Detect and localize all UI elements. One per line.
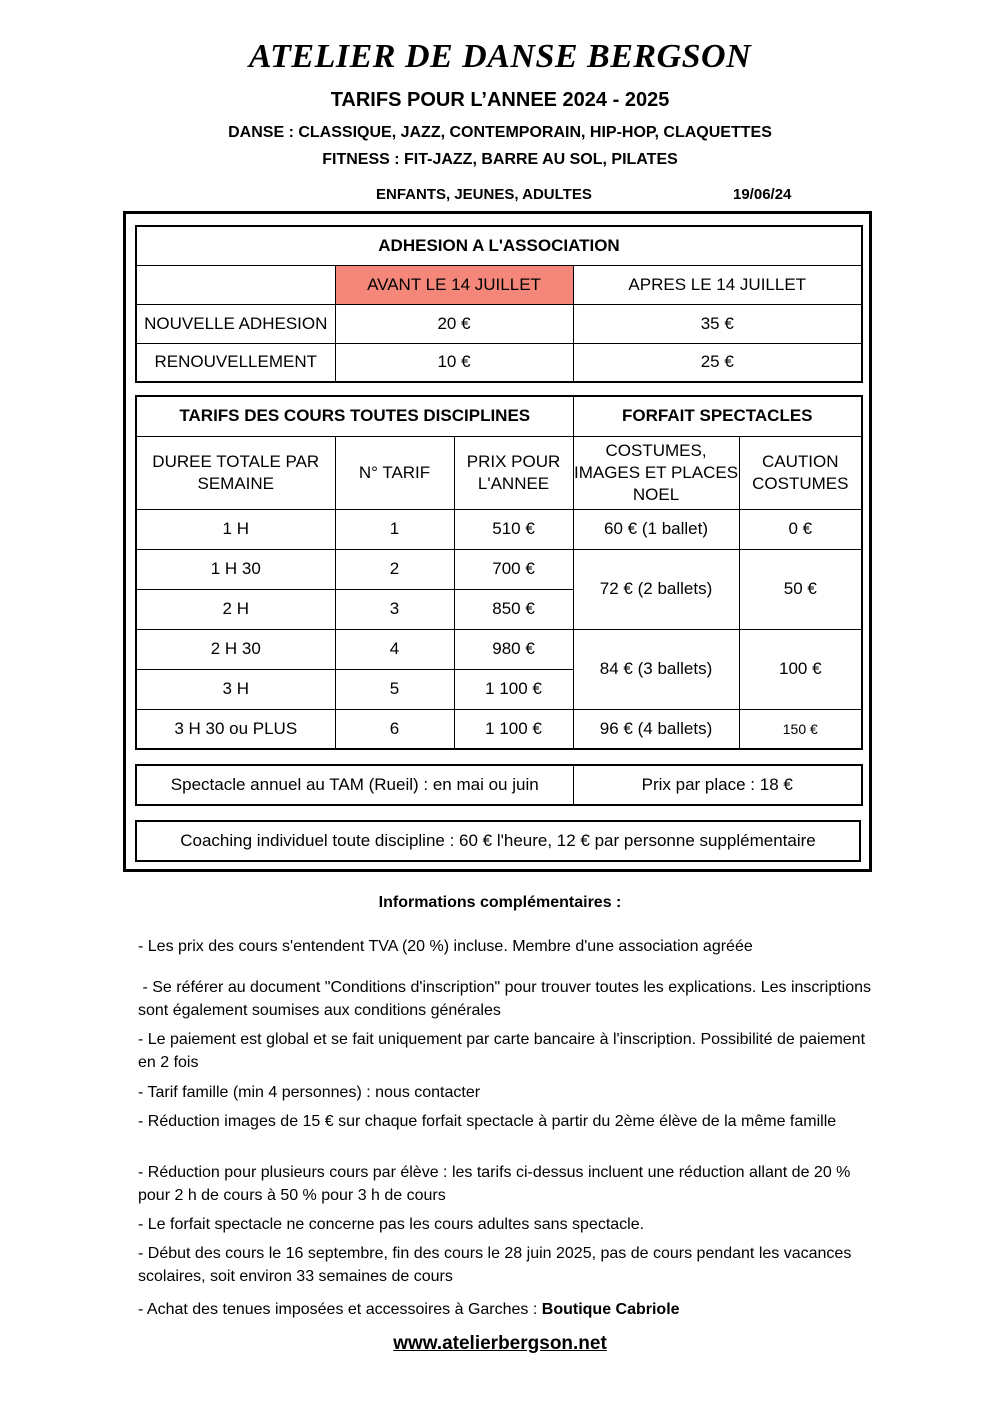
- info-note: - Réduction pour plusieurs cours par élève : les tarifs ci-dessus incluent une réduction allant de 20 % pour 2 h de cours à 50 % pour 3 h de cours: [138, 1164, 851, 1204]
- caution-cell: 50 €: [739, 549, 862, 629]
- costumes-cell: 72 € (2 ballets): [573, 549, 739, 629]
- adhesion-empty-cell: [136, 265, 335, 304]
- info-note: - Le paiement est global et se fait uniquement par carte bancaire à l'inscription. Possibilité de paiement en 2 fois: [138, 1031, 866, 1071]
- coaching-text: Coaching individuel toute discipline : 60 € l'heure, 12 € par personne supplémentaire: [136, 821, 860, 861]
- col-after-july: APRES LE 14 JUILLET: [573, 265, 862, 304]
- col-duration: DUREE TOTALE PAR SEMAINE: [136, 436, 335, 509]
- duration-cell: 1 H: [136, 509, 335, 549]
- caution-cell: 150 €: [739, 709, 862, 749]
- tarif-cell: 1: [335, 509, 454, 549]
- website-link[interactable]: www.atelierbergson.net: [393, 1333, 607, 1354]
- tarif-cell: 5: [335, 669, 454, 709]
- duration-cell: 1 H 30: [136, 549, 335, 589]
- info-note: - Tarif famille (min 4 personnes) : nous contacter: [138, 1084, 481, 1101]
- info-note: - Les prix des cours s'entendent TVA (20 %) incluse. Membre d'une association agréée: [138, 938, 753, 955]
- duration-cell: 2 H 30: [136, 629, 335, 669]
- price-cell: 1 100 €: [454, 669, 573, 709]
- duration-cell: 2 H: [136, 589, 335, 629]
- fitness-disciplines: FITNESS : FIT-JAZZ, BARRE AU SOL, PILATES: [322, 151, 678, 168]
- spectacle-table: [135, 764, 863, 806]
- table-row: [136, 549, 862, 589]
- page-subtitle: TARIFS POUR L’ANNEE 2024 - 2025: [330, 89, 670, 111]
- costumes-cell: 96 € (4 ballets): [573, 709, 739, 749]
- price-after: 25 €: [573, 343, 862, 382]
- price-cell: 850 €: [454, 589, 573, 629]
- tarif-cell: 6: [335, 709, 454, 749]
- row-label: NOUVELLE ADHESION: [136, 304, 335, 343]
- col-costumes: COSTUMES, IMAGES ET PLACES NOEL: [573, 436, 739, 509]
- spectacle-label: Spectacle annuel au TAM (Rueil) : en mai ou juin: [136, 765, 573, 805]
- price-cell: 980 €: [454, 629, 573, 669]
- adhesion-table: [135, 225, 863, 383]
- info-note: - Le forfait spectacle ne concerne pas les cours adultes sans spectacle.: [138, 1216, 645, 1233]
- info-note: - Début des cours le 16 septembre, fin des cours le 28 juin 2025, pas de cours pendant les vacances scolaires, soit environ 33 semaines de cours: [138, 1245, 852, 1285]
- coaching-table: [135, 820, 861, 862]
- col-price: PRIX POUR L'ANNEE: [454, 436, 573, 509]
- table-row: [136, 509, 862, 549]
- col-before-july: AVANT LE 14 JUILLET: [335, 265, 573, 304]
- caution-cell: 100 €: [739, 629, 862, 709]
- spectacle-price: Prix par place : 18 €: [573, 765, 862, 805]
- tarif-cell: 4: [335, 629, 454, 669]
- price-before: 20 €: [335, 304, 573, 343]
- col-tarif: N° TARIF: [335, 436, 454, 509]
- tarif-cell: 3: [335, 589, 454, 629]
- table-row: [136, 343, 862, 382]
- info-note: - Réduction images de 15 € sur chaque forfait spectacle à partir du 2ème élève de la même famille: [138, 1113, 837, 1130]
- info-note-shop: [138, 1298, 878, 1321]
- shop-note-text: - Achat des tenues imposées et accessoires à Garches :: [138, 1301, 542, 1318]
- costumes-cell: 84 € (3 ballets): [573, 629, 739, 709]
- price-cell: 700 €: [454, 549, 573, 589]
- price-after: 35 €: [573, 304, 862, 343]
- duration-cell: 3 H: [136, 669, 335, 709]
- price-cell: 1 100 €: [454, 709, 573, 749]
- shop-name: Boutique Cabriole: [541, 1301, 680, 1318]
- adhesion-title: ADHESION A L'ASSOCIATION: [136, 226, 862, 265]
- info-note: - Se référer au document "Conditions d'inscription" pour trouver toutes les explications. Les inscriptions sont également soumises aux conditions générales: [138, 979, 876, 1019]
- courses-table: [135, 395, 863, 750]
- caution-cell: 0 €: [739, 509, 862, 549]
- table-row: [136, 629, 862, 669]
- danse-disciplines: DANSE : CLASSIQUE, JAZZ, CONTEMPORAIN, HIP-HOP, CLAQUETTES: [228, 124, 772, 141]
- forfait-title: FORFAIT SPECTACLES: [573, 396, 862, 436]
- table-row: [136, 304, 862, 343]
- price-before: 10 €: [335, 343, 573, 382]
- info-title: Informations complémentaires :: [378, 894, 622, 911]
- price-cell: 510 €: [454, 509, 573, 549]
- col-caution: CAUTION COSTUMES: [739, 436, 862, 509]
- duration-cell: 3 H 30 ou PLUS: [136, 709, 335, 749]
- table-row: [136, 709, 862, 749]
- row-label: RENOUVELLEMENT: [136, 343, 335, 382]
- tarif-cell: 2: [335, 549, 454, 589]
- costumes-cell: 60 € (1 ballet): [573, 509, 739, 549]
- page-title: ATELIER DE DANSE BERGSON: [248, 38, 752, 75]
- document-date: 19/06/24: [733, 186, 792, 203]
- audience-label: ENFANTS, JEUNES, ADULTES: [376, 186, 592, 203]
- courses-title: TARIFS DES COURS TOUTES DISCIPLINES: [136, 396, 573, 436]
